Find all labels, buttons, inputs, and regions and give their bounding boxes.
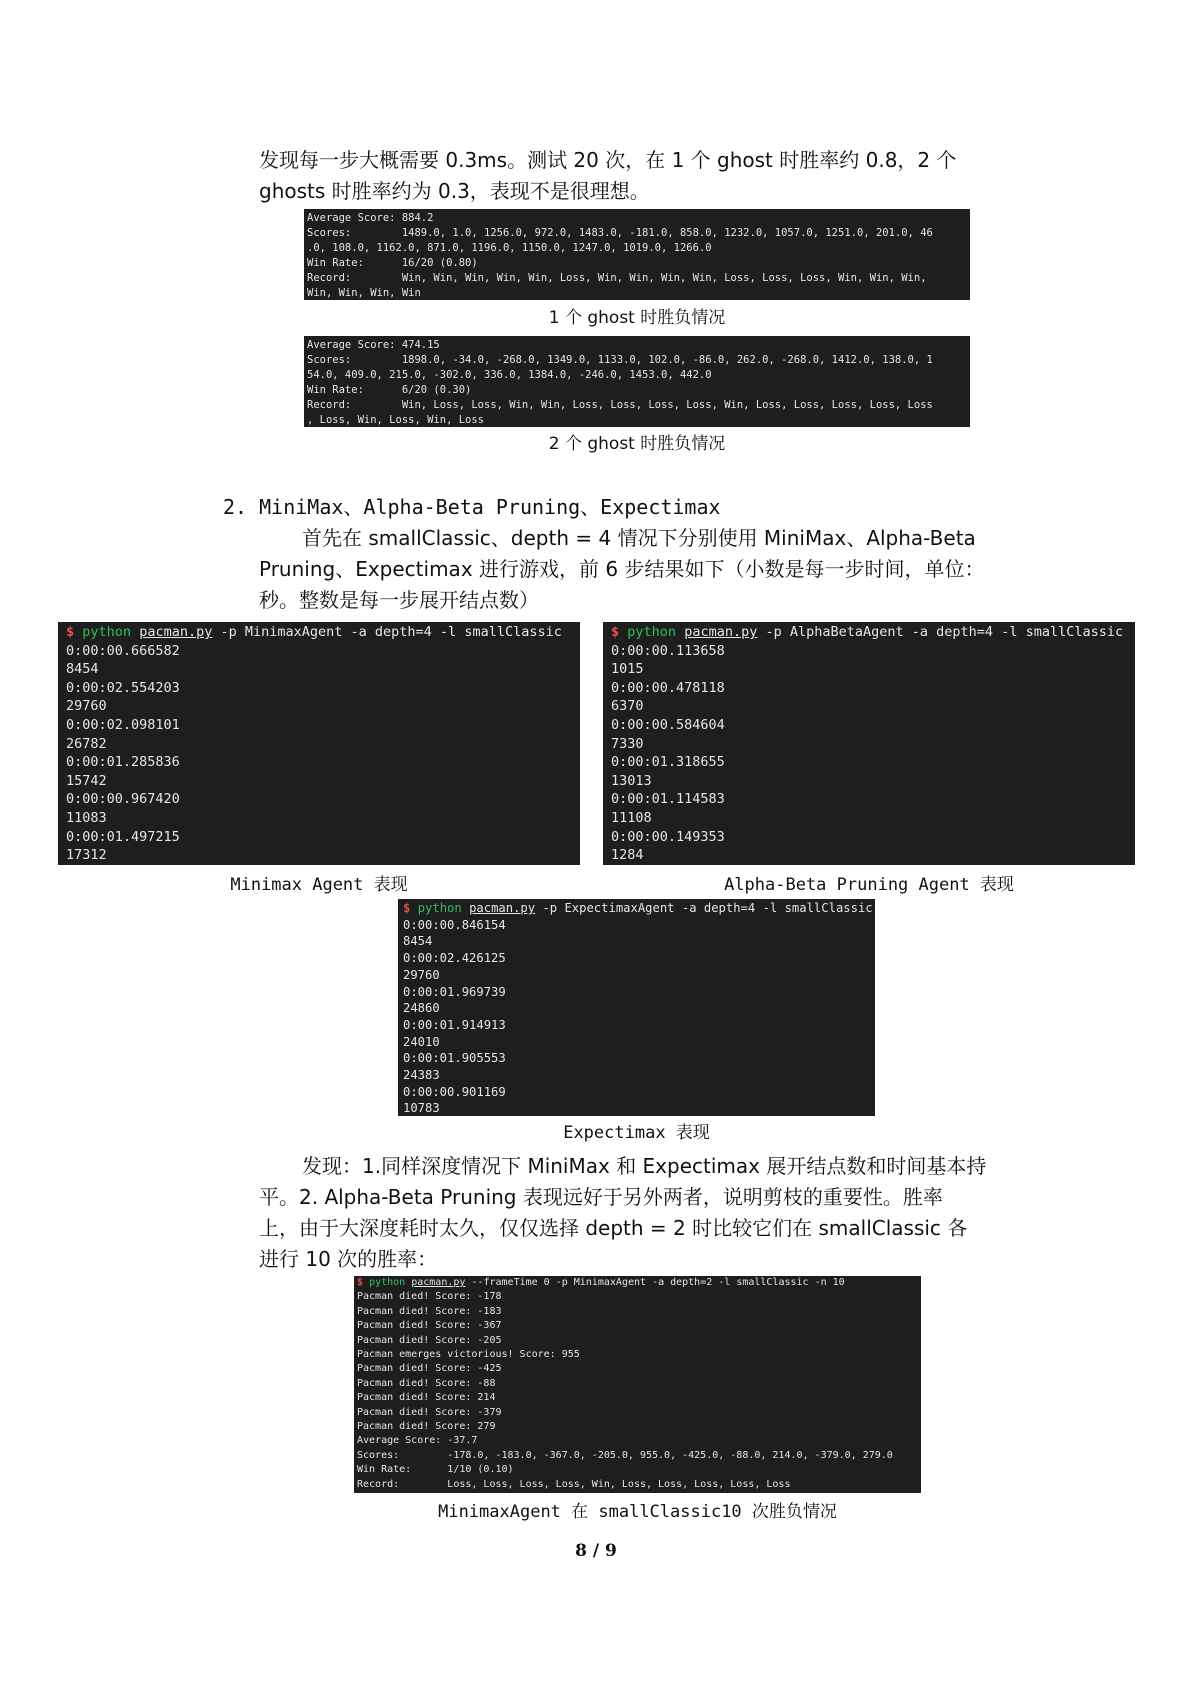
terminal-line: Average Score: -37.7 (357, 1435, 478, 1447)
section-2-line-1: 首先在 smallClassic、depth = 4 情况下分别使用 MiniMax、Alpha-Beta (302, 526, 976, 550)
prompt-dollar: $ (66, 624, 75, 640)
section-2-line-2: Pruning、Expectimax 进行游戏，前 6 步结果如下（小数是每一步时间，单位： (259, 557, 985, 581)
terminal-line: Win Rate: 6/20 (0.30) (307, 384, 472, 396)
terminal-line: 24860 (403, 1001, 440, 1016)
terminal-line: Scores: 1898.0, -34.0, -268.0, 1349.0, 1133.0, 102.0, -86.0, 262.0, -268.0, 1412.0, 138.0, 1 (307, 354, 933, 366)
terminal-line: 0:00:00.967420 (66, 791, 180, 808)
terminal-line: Pacman died! Score: 214 (357, 1392, 496, 1404)
terminal-line: 0:00:00.113658 (611, 642, 725, 659)
terminal-line: Pacman died! Score: -425 (357, 1363, 502, 1375)
minimax-10-games-terminal (354, 1276, 921, 1493)
command-line (611, 623, 1127, 642)
terminal-line: 0:00:00.666582 (66, 642, 180, 659)
section-2-line-3: 秒。整数是每一步展开结点数） (259, 588, 539, 612)
terminal-line: 1015 (611, 661, 644, 678)
prompt-python: python (417, 901, 462, 915)
terminal-line: 1284 (611, 847, 644, 864)
terminal-line: Scores: 1489.0, 1.0, 1256.0, 972.0, 1483.0, -181.0, 858.0, 1232.0, 1057.0, 1251.0, 201.0, 46 (307, 227, 933, 239)
prompt-file: pacman.py (139, 624, 213, 640)
prompt-file: pacman.py (684, 624, 758, 640)
findings-line-2: 平。2. Alpha-Beta Pruning 表现远好于另外两者，说明剪枝的重要性。胜率 (259, 1185, 943, 1209)
terminal-line: Record: Win, Loss, Loss, Win, Win, Loss, Loss, Loss, Loss, Win, Loss, Loss, Loss, Loss, Loss (307, 399, 933, 411)
intro-line-1: 发现每一步大概需要 0.3ms。测试 20 次，在 1 个 ghost 时胜率约 0.8，2 个 (259, 148, 957, 172)
terminal-line: 29760 (403, 967, 440, 982)
terminal-line: Win, Win, Win, Win (307, 287, 421, 299)
command-args: -p ExpectimaxAgent -a depth=4 -l smallClassic (535, 901, 873, 915)
alphabeta-terminal (603, 622, 1135, 865)
findings-line-1: 发现：1.同样深度情况下 MiniMax 和 Expectimax 展开结点数和时间基本持 (302, 1154, 987, 1178)
terminal-line: 0:00:00.149353 (611, 828, 725, 845)
terminal-line: Win Rate: 16/20 (0.80) (307, 257, 478, 269)
terminal-line: Pacman died! Score: -183 (357, 1305, 502, 1317)
terminal-line: 13013 (611, 772, 652, 789)
terminal-line: 24010 (403, 1034, 440, 1049)
expectimax-caption: Expectimax 表现 (563, 1123, 710, 1143)
terminal-line: 0:00:00.846154 (403, 917, 506, 932)
terminal-line: 24383 (403, 1068, 440, 1083)
prompt-dollar: $ (403, 901, 411, 915)
terminal-line: 0:00:01.114583 (611, 791, 725, 808)
prompt-file: pacman.py (411, 1277, 466, 1288)
terminal-line: 6370 (611, 698, 644, 715)
terminal-line: 0:00:01.285836 (66, 754, 180, 771)
prompt-python: python (627, 624, 677, 640)
intro-line-2: ghosts 时胜率约为 0.3，表现不是很理想。 (259, 179, 650, 203)
one-ghost-results-terminal (304, 209, 970, 300)
terminal-line: Record: Win, Win, Win, Win, Win, Loss, Win, Win, Win, Win, Loss, Loss, Loss, Win, Win, Win, (307, 272, 927, 284)
terminal-line: 0:00:01.969739 (403, 984, 506, 999)
terminal-line: Pacman died! Score: 279 (357, 1421, 496, 1433)
terminal-line: 8454 (66, 661, 99, 678)
terminal-line: Average Score: 474.15 (307, 339, 440, 351)
terminal-line: 10783 (403, 1101, 440, 1116)
section-2-heading: 2. MiniMax、Alpha-Beta Pruning、Expectimax (223, 495, 721, 519)
command-line (66, 623, 572, 642)
terminal-line: 15742 (66, 772, 107, 789)
findings-line-4: 进行 10 次的胜率： (259, 1247, 438, 1271)
terminal-line: 0:00:01.905553 (403, 1051, 506, 1066)
expectimax-terminal (398, 899, 875, 1116)
terminal-line: 11083 (66, 809, 107, 826)
prompt-dollar: $ (611, 624, 620, 640)
terminal-line: 26782 (66, 735, 107, 752)
terminal-line: 7330 (611, 735, 644, 752)
terminal-line: Average Score: 884.2 (307, 212, 434, 224)
command-args: -p MinimaxAgent -a depth=4 -l smallClassic (212, 624, 562, 640)
terminal-line: Record: Loss, Loss, Loss, Loss, Win, Loss, Loss, Loss, Loss, Loss (357, 1478, 791, 1490)
one-ghost-caption: 1 个 ghost 时胜负情况 (548, 308, 726, 328)
command-line (357, 1276, 918, 1290)
terminal-line: 0:00:00.584604 (611, 716, 725, 733)
command-line (403, 900, 873, 917)
minimax-terminal (58, 622, 580, 865)
terminal-line: 0:00:01.914913 (403, 1017, 506, 1032)
command-args: -p AlphaBetaAgent -a depth=4 -l smallClassic (757, 624, 1124, 640)
two-ghost-caption: 2 个 ghost 时胜负情况 (548, 434, 726, 454)
prompt-python: python (82, 624, 132, 640)
terminal-line: 0:00:00.901169 (403, 1084, 506, 1099)
terminal-line: Pacman emerges victorious! Score: 955 (357, 1349, 580, 1361)
terminal-line: 0:00:02.098101 (66, 716, 180, 733)
terminal-line: Pacman died! Score: -379 (357, 1406, 502, 1418)
terminal-line: Pacman died! Score: -205 (357, 1334, 502, 1346)
terminal-line: Pacman died! Score: -367 (357, 1320, 502, 1332)
alphabeta-caption: Alpha-Beta Pruning Agent 表现 (724, 875, 1014, 895)
terminal-line: Scores: -178.0, -183.0, -367.0, -205.0, 955.0, -425.0, -88.0, 214.0, -379.0, 279.0 (357, 1449, 893, 1461)
minimax-10-games-caption: MinimaxAgent 在 smallClassic10 次胜负情况 (438, 1502, 837, 1522)
terminal-line: 8454 (403, 934, 433, 949)
terminal-line: , Loss, Win, Loss, Win, Loss (307, 414, 485, 426)
findings-line-3: 上，由于大深度耗时太久，仅仅选择 depth = 2 时比较它们在 smallClassic 各 (259, 1216, 968, 1240)
terminal-line: 0:00:01.497215 (66, 828, 180, 845)
prompt-file: pacman.py (469, 901, 536, 915)
terminal-line: 0:00:02.426125 (403, 951, 506, 966)
terminal-line: 54.0, 409.0, 215.0, -302.0, 336.0, 1384.0, -246.0, 1453.0, 442.0 (307, 369, 712, 381)
terminal-line: Pacman died! Score: -88 (357, 1377, 496, 1389)
page-number: 8 / 9 (575, 1541, 617, 1561)
terminal-line: 17312 (66, 847, 107, 864)
two-ghost-results-terminal (304, 336, 970, 427)
terminal-line: 0:00:00.478118 (611, 679, 725, 696)
command-args: --frameTime 0 -p MinimaxAgent -a depth=2 -l smallClassic -n 10 (465, 1277, 845, 1288)
terminal-line: 0:00:01.318655 (611, 754, 725, 771)
prompt-python: python (369, 1277, 406, 1288)
terminal-line: 29760 (66, 698, 107, 715)
minimax-caption: Minimax Agent 表现 (230, 875, 408, 895)
terminal-line: .0, 108.0, 1162.0, 871.0, 1196.0, 1150.0, 1247.0, 1019.0, 1266.0 (307, 242, 712, 254)
terminal-line: 11108 (611, 809, 652, 826)
terminal-line: Pacman died! Score: -178 (357, 1291, 502, 1303)
prompt-dollar: $ (357, 1277, 364, 1288)
terminal-line: 0:00:02.554203 (66, 679, 180, 696)
terminal-line: Win Rate: 1/10 (0.10) (357, 1464, 514, 1476)
